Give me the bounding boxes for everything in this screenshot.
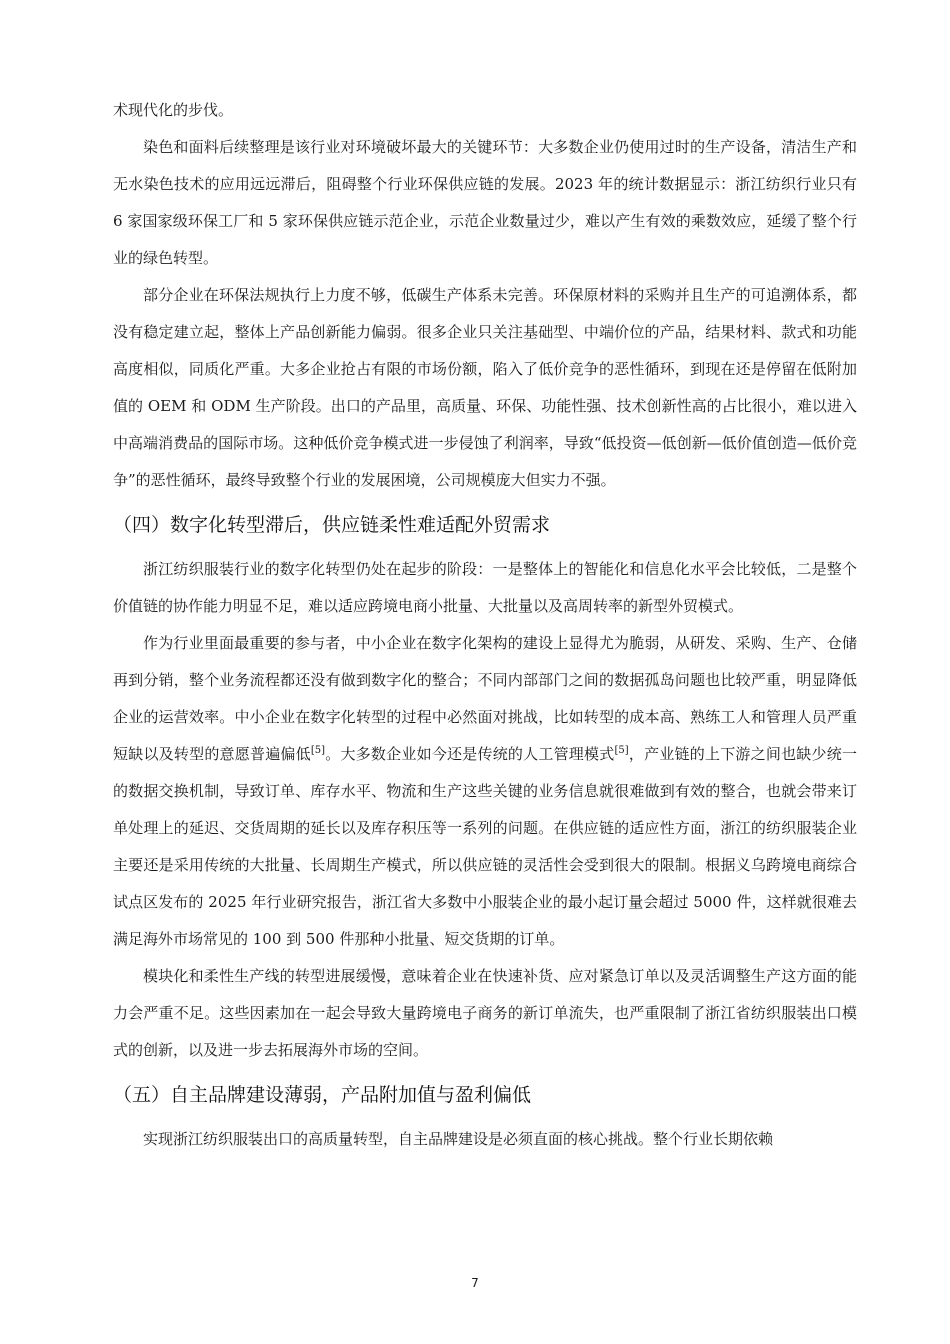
paragraph: 术现代化的步伐。 bbox=[113, 101, 234, 119]
page-number: 7 bbox=[471, 1276, 479, 1290]
paragraph-text: 。大多数企业如今还是传统的人工管理模式 bbox=[325, 745, 615, 763]
paragraph: 实现浙江纺织服装出口的高质量转型，自主品牌建设是必须直面的核心挑战。整个行业长期依赖 bbox=[143, 1130, 774, 1148]
section-heading-4: （四）数字化转型滞后，供应链柔性难适配外贸需求 bbox=[113, 514, 551, 536]
section-heading-5: （五）自主品牌建设薄弱，产品附加值与盈利偏低 bbox=[113, 1084, 532, 1106]
paragraph: 部分企业在环保法规执行上力度不够，低碳生产体系未完善。环保原材料的采购并且生产的可追溯体系，都没有稳定建立起，整体上产品创新能力偏弱。很多企业只关注基础型、中端价位的产品，结果材料、款式和功能高度相似，同质化严重。大多企业抢占有限的市场份额，陷入了低价竞争的恶性循环，到现在还是停留在低附加值的 OEM 和 ODM 生产阶段。出口的产品里，高质量、环保、功能性强、技术创新性高的占比很小，难以进入中高端消费品的国际市场。这种低价竞争模式进一步侵蚀了利润率，导致“低投资—低创新—低价值创造—低价竞争”的恶性循环，最终导致整个行业的发展困境，公司规模庞大但实力不强。 bbox=[113, 286, 857, 489]
paragraph-text: 作为行业里面最重要的参与者，中小企业在数字化架构的建设上显得尤为脆弱，从研发、采购、生产、仓储再到分销，整个业务流程都还没有做到数字化的整合；不同内部部门之间的数据孤岛问题也比较严重，明显降低企业的运营效率。中小企业在数字化转型的过程中必然面对挑战，比如转型的成本高、熟练工人和管理人员严重短缺以及转型的意愿普遍偏低 bbox=[113, 634, 857, 763]
document-body bbox=[113, 92, 857, 1158]
paragraph: 浙江纺织服装行业的数字化转型仍处在起步的阶段：一是整体上的智能化和信息化水平会比较低，二是整个价值链的协作能力明显不足，难以适应跨境电商小批量、大批量以及高周转率的新型外贸模式。 bbox=[113, 560, 857, 615]
paragraph-text: ，产业链的上下游之间也缺少统一的数据交换机制，导致订单、库存水平、物流和生产这些关键的业务信息就很难做到有效的整合，也就会带来订单处理上的延迟、交货周期的延长以及库存积压等一系列的问题。在供应链的适应性方面，浙江的纺织服装企业主要还是采用传统的大批量、长周期生产模式，所以供应链的灵活性会受到很大的限制。根据义乌跨境电商综合试点区发布的 2025 年行业研究报告，浙江省大多数中小服装企业的最小起订量会超过 5000 件，这样就很难去满足海外市场常见的 100 到 500 件那种小批量、短交货期的订单。 bbox=[113, 745, 857, 948]
paragraph: 染色和面料后续整理是该行业对环境破坏最大的关键环节：大多数企业仍使用过时的生产设备，清洁生产和无水染色技术的应用远远滞后，阻碍整个行业环保供应链的发展。2023 年的统计数据显示：浙江纺织行业只有 6 家国家级环保工厂和 5 家环保供应链示范企业，示范企业数量过少，难以产生有效的乘数效应，延缓了整个行业的绿色转型。 bbox=[113, 138, 857, 267]
citation-reference[interactable]: [5] bbox=[614, 745, 629, 756]
paragraph-with-citations bbox=[113, 625, 857, 958]
paragraph: 模块化和柔性生产线的转型进展缓慢，意味着企业在快速补货、应对紧急订单以及灵活调整生产这方面的能力会严重不足。这些因素加在一起会导致大量跨境电子商务的新订单流失，也严重限制了浙江省纺织服装出口模式的创新，以及进一步去拓展海外市场的空间。 bbox=[113, 967, 857, 1059]
citation-reference[interactable]: [5] bbox=[310, 745, 326, 756]
